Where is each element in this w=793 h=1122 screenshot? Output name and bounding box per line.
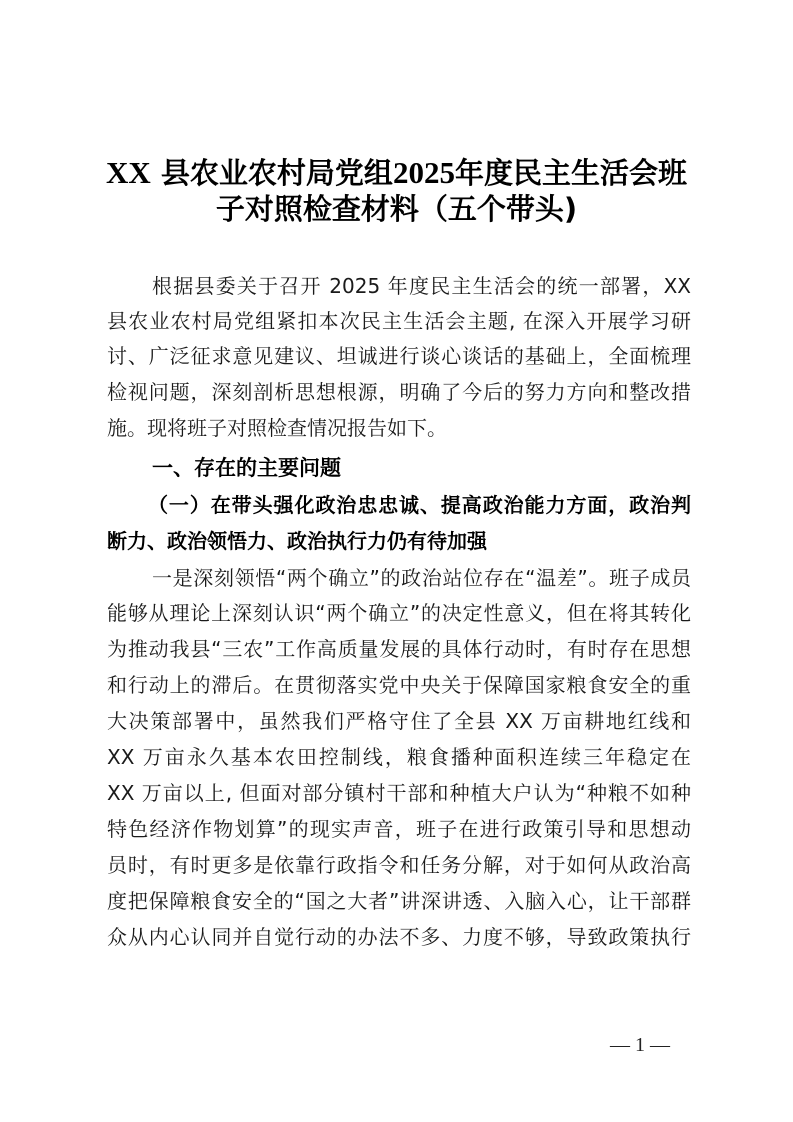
body-line: 一是深刻领悟“两个确立”的政治站位存在“温差”。班子成员 [152,566,691,590]
title-suffix: 年度民主生活会班 [454,156,687,190]
subsection-heading-line: 断力、政治领悟力、政治执行力仍有待加强 [107,529,487,553]
title-prefix: XX [106,155,151,190]
document-title-line-1 [0,155,793,191]
body-line: 特色经济作物划算”的现实声音，班子在进行政策引导和思想动 [107,817,691,841]
intro-line: 根据县委关于召开 2025 年度民主生活会的统一部署，XX [152,274,691,298]
page-number: — 1 — [610,1034,670,1056]
body-line: 众从内心认同并自觉行动的办法不多、力度不够，导致政策执行 [107,925,691,949]
body-line: XX 万亩以上, 但面对部分镇村干部和种植大户认为“种粮不如种 [107,781,691,805]
section-heading: 一、存在的主要问题 [152,456,341,480]
title-org: 县农业农村局党组 [160,156,393,190]
body-line: 和行动上的滞后。在贯彻落实党中央关于保障国家粮食安全的重 [107,673,691,697]
body-line: 能够从理论上深刻认识“两个确立”的决定性意义，但在将其转化 [107,601,691,625]
document-title-line-2: 子对照检查材料（五个带头) [215,192,578,226]
body-line: 大决策部署中，虽然我们严格守住了全县 XX 万亩耕地红线和 [107,709,691,733]
title-year: 2025 [392,155,455,190]
body-line: 员时，有时更多是依靠行政指令和任务分解，对于如何从政治高 [107,853,691,877]
intro-line: 县农业农村局党组紧扣本次民主生活会主题, 在深入开展学习研 [107,309,691,333]
intro-line: 讨、广泛征求意见建议、坦诚进行谈心谈话的基础上，全面梳理 [107,344,691,368]
subsection-heading-line: （一）在带头强化政治忠忠诚、提高政治能力方面，政治判 [148,493,691,517]
intro-line: 施。现将班子对照检查情况报告如下。 [107,416,447,440]
intro-line: 检视问题，深刻剖析思想根源，明确了今后的努力方向和整改措 [107,380,691,404]
body-line: 度把保障粮食安全的“国之大者”讲深讲透、入脑入心，让干部群 [107,889,691,913]
body-line: 为推动我县“三农”工作高质量发展的具体行动时，有时存在思想 [107,637,691,661]
body-line: XX 万亩永久基本农田控制线，粮食播种面积连续三年稳定在 [107,745,691,769]
